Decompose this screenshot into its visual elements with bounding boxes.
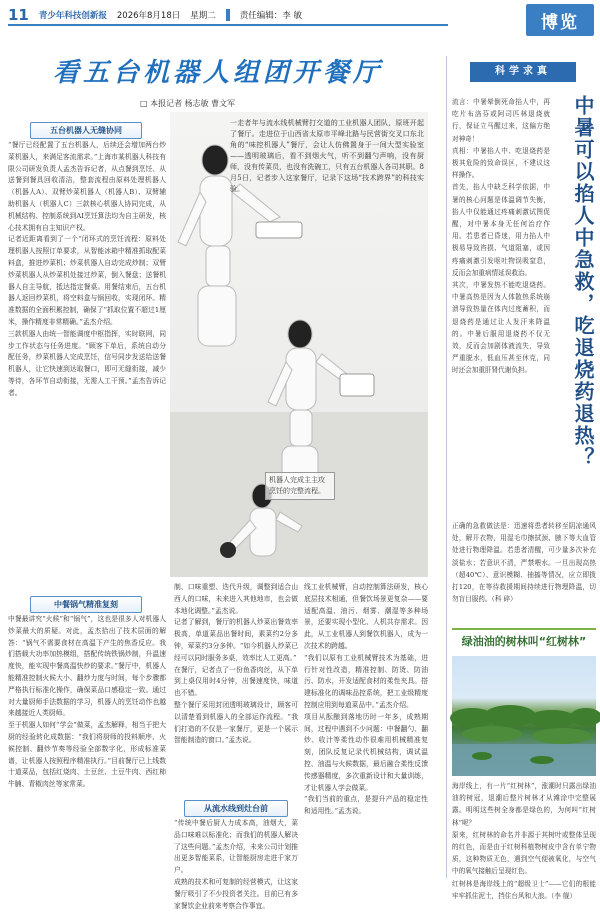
subheading-3: 从流水线到灶台前 — [184, 800, 288, 817]
subheading-1: 五台机器人无缝协同 — [30, 122, 142, 139]
editor-credit: 责任编辑：李 敏 — [239, 11, 302, 21]
sidebar-text-1: 流言：中暑晕倒死命掐人中，再吃片布洛芬或阿司匹林退烧就行，保证立马醒过来，这偏方绝对神奇！ 真相：中暑掐人中、吃退烧药是极其危险的致命误区，不建议这样操作。 首先，掐人中缺乏科学依据，中暑的核心问题是体温调节失衡，掐人中仅能通过疼痛刺激试图促醒，对中暑本身无任何治疗作用。若患者已昏迷，用力掐人中极易导致咨损、气道阻塞，或因疼痛刺激引发呕吐物误吸窒息，反而会加重病情延误救治。 其次，中暑发热不能吃退烧药。中暑高热是因为人体散热系统崩溃导致热量在体内过度蓄积，而退烧药是通过让人发汗来降温的。中暑后服用退烧药不仅无效，反而会加剧体液流失，导致严重脱水，低血压甚至休克，同时还会加重肝肾代谢负担。 — [452, 98, 550, 375]
mangrove-photo — [452, 656, 596, 776]
article-headline: 看五台机器人组团开餐厅 — [52, 58, 383, 88]
article-column-2b: “传统中餐后厨人力成本高，油烟大，菜品口味难以标准化；而我们的机器人解决了这些问题。”孟杰介绍，未来公司计划推出更多智能菜系，让智能厨房走进千家万户。 成熟的技术和可复制的经营模式，让这家餐厅吸引了不少投资者关注。目前已有多家餐饮企业前来考察合作事宜。 — [174, 819, 298, 910]
sidebar-vertical-title: 中暑可以掐人中急救，吃退烧药退热？ — [571, 95, 595, 469]
paper-name: 青少年科技创新报 — [38, 11, 107, 21]
subheading-2: 中餐锅气精准复刻 — [30, 596, 142, 613]
mangrove-text: 海岸线上，有一片“红树林”，涨潮时只露出绿油油的树冠，退潮后整片树林才从滩涂中完整展露。明明这些树全身都是绿色的，为何叫“红树林”呢？ 原来，红树林的命名并非源于其树叶或整体呈现的红色，而是由于红树科植物树皮中含有单宁物质，这种物质无色，遇到空气便被氧化，与空气中的氧气接触后呈现红色。 红树林是海岸线上的“超级卫士”——它们的根能牢牢抓住泥土，挡住台风和大浪。（李 舰） — [452, 782, 596, 900]
sidebar-text-2: 正确的急救做法是：迅速将患者转移至阴凉通风处，解开衣物，用湿毛巾擦拭颈、腋下等大血管处进行物理降温。若患者清醒，可少量多次补充淡盐水；若意识不清，严禁喂水。一旦出现高热（超40℃）、意识模糊、抽搐等情况，应立即拨打120，在等待救援期间持续进行物理降温，切勿盲目服药。（科 碎） — [452, 522, 596, 604]
issue-weekday: 星期二 — [190, 11, 216, 21]
page-header — [8, 6, 448, 26]
article-column-3: 线工业机械臂，自动控制算法研发，核心底层技术相通，但餐饮场景更复杂——要适配高温、油污、烟雾、潮湿等多种场景，还要实现小型化、人机共存需求。因此，从工业机器人到餐饮机器人，成为一次技术的跨越。 “我们以原有工业机械臂技术为基础，进行针对性改造，精准控制、防烫、防油污、防水，开发适配食材的柔性夹具。搭建标准化的调味品控系统，把工业级精度控制应用到每道菜品中。”孟杰介绍。 项目从酝酿到落地历时一年多，成熟期间，过程中遇到不少问题：中餐翻勺、翻炒、收汁等柔性动作很难用机械精准复刻，团队反复记录代机械结构，调试温控、油温与火候数据，最后融合柔性反馈传感器精度，多次重新设计和大量训练，才让机器人学会做菜。 “我们当前的重点，是提升产品的稳定性和适用性。”孟杰说。 — [304, 583, 428, 816]
section-tag: 博览 — [526, 4, 594, 36]
mangrove-illustration — [452, 656, 596, 776]
article-byline: □ 本报记者 杨志敏 曹文军 — [140, 99, 236, 108]
photo-caption-box: 机器人完成主主攻烹饪的完整流程。 — [265, 472, 335, 500]
mangrove-headline: 绿油油的树林叫“红树林” — [452, 628, 596, 654]
article-column-1: “餐厅已经配置了五台机器人，后续还会增加两台炒菜机器人，来满足客流需求。”上海市某机器人科技有限公司研发负责人孟杰告诉记者，从点餐到烹饪、从送餐到餐具回收清洁，整套流程由原料处理机器人（机器人A）、双臂炒菜机器人（机器人B）、双臂辅助机器人（机器人C）三款核心机器人协同完成，从机械结构、控制系统到AI烹饪算法均为自主研发，核心技术拥有自主知识产权。 记者近距离看到了一个“闭环式的烹饪流程：原料处理机器人按照订单要求，从智能冰箱中精准抓取配菜料盒，推进炒菜机；炒菜机器人自动完成炒制；双臂炒菜机器人从炒菜机处接过炒菜，倒入餐盘；送餐机器人自主导航，抵达指定餐桌。用餐结束后，五台机器人返回炒菜机，将空料盒与锅回收，实现闭环。精准数据的全面积累控制，确保了“抓取位置不超过1厘米，操作精度非常精确。”孟杰介绍。 三款机器人由统一智能调度中枢指挥，实时联网，同步工作状态与任务进度。“顾客下单后，系统自动分配任务，炒菜机器人完成烹饪，信号同步发送给送餐机器人，让它快速到达取餐口，即可无缝衔接，减少等待，各环节自动衔接，无需人工干预。”孟杰告诉记者。 — [8, 141, 166, 397]
column-label: 科学求真 — [470, 62, 576, 82]
header-divider — [226, 9, 230, 21]
page-number: 11 — [8, 6, 29, 24]
issue-date: 2026年8月18日 — [116, 11, 181, 21]
photo-caption-lead: 一走者年与流水线机械臂打交道的工业机器人团队，原班开起了餐厅。走进位于山西省太原市平峰北路与民营街交叉口东北角的“味控机器人”餐厅，会让人仿佛置身于一间大型实验室——透明玻璃后，看不到烟火气，听不到翻勺声响，没有厨师，没有传菜员，也没有洗碗工，只有五台机器人各司其职。8月5日，记者步入这家餐厅，记录下这场“技术跨界”的科技实验。 — [230, 119, 424, 193]
article-column-2: 制、口味重塑、迭代升级，调整到适合山西人的口味，未来进入其他地市，也会做本地化调整。”孟杰说。 记者了解到，餐厅的机器人炒菜出餐效率极高，单道菜品出餐时间，素菜约2分多钟，荤菜约3分多钟。“如今机器人炒菜已经可以同时服务多桌，效率比人工更高。” 在餐厅，记者点了一份鱼香肉丝，从下单到上桌仅用时4分钟，出餐速度快，味道也不错。 整个餐厅采用封闭透明玻璃设计，顾客可以清楚看到机器人的全部运作流程。“我们打造的不仅是一家餐厅，更是一个展示智能制造的窗口。”孟杰说。 — [174, 583, 298, 745]
article-column-1b: 中餐最讲究“火候”和“锅气”，这也是很多人对机器人炒菜最大的质疑。对此，孟杰拾出了技术层面的解答：“锅气不需要食材在高温下产生的焦香反应。我们搭载大功率加热模组，搭配传统铁锅炒制，升温速度快，能实现中餐高温快炒的要求。”餐厅中，机器人能精准控制火候大小、翻炒力度与时间，每个步骤都严格执行标准化操作，确保菜品口感稳定一致。通过对大量厨师手法数据的学习，机器人的烹饪动作也越来越接近人类厨师。 至于机器人如何“学会”做菜，孟杰解释，相当于把大厨的经验转化成数据：“我们将厨师的投料顺序、火候控制、翻炒节奏等经验全部数字化，形成标准菜谱，让机器人按照程序精准执行。”目前餐厅已上线数十道菜品，包括红烧肉、土豆丝、土豆牛肉、西红柿牛腩、青椒肉丝等家常菜。 — [8, 615, 166, 789]
